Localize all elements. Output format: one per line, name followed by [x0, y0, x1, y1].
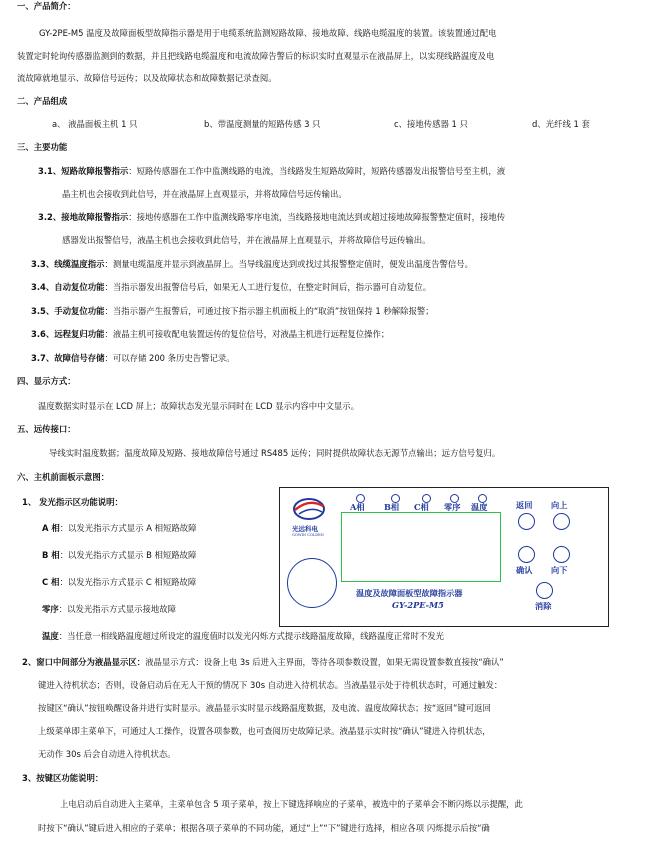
- indicator-text: ：以发光指示方式显示接地故障: [58, 604, 176, 614]
- function-text: ：测量电缆温度并显示到液晶屏上。当导线温度达到或找过其报警整定值时，便发出温度告警信号。: [104, 259, 473, 269]
- intro-paragraph-line: 流故障就地显示、故障信号远传；以及故障状态和故障数据记录查阅。: [17, 73, 277, 83]
- remote-text: 导线实时温度数据；温度故障及短路、接地故障信号通过 RS485 远传；同时提供故障状态无源节点输出；远方信号复归。: [49, 448, 501, 458]
- function-text: ：短路传感器在工作中监测线路的电流，当线路发生短路故障时，短路传感器发出报警信号至主机，液: [128, 166, 506, 176]
- down-button[interactable]: [553, 546, 570, 563]
- lcd-text: 液晶显示方式：设备上电 3s 后进入主界面，等待各项参数设置，如果无需设置参数直接按“确认”: [145, 657, 504, 667]
- keys-text: 时按下“确认”键后进入相应的子菜单；根据各项子菜单的不同功能，通过“上”“下”键进行选择，相应各项 闪烁提示后按“确: [38, 823, 490, 833]
- function-text-cont: 晶主机也会接收到此信号，并在液晶屏上直观显示，并将故障信号远传输出。: [62, 189, 347, 199]
- button-label-up: 向上: [551, 500, 568, 510]
- round-knob: [287, 558, 337, 608]
- section-heading-composition: 二、产品组成: [17, 96, 68, 106]
- function-item: [38, 211, 505, 223]
- subsection-heading: 3、按键区功能说明：: [22, 773, 104, 783]
- section-heading-panel: 六、主机前面板示意图：: [17, 472, 110, 482]
- composition-item: d、光纤线 1 套: [532, 119, 590, 129]
- indicator-desc: [42, 522, 196, 534]
- led-label-c: C相: [414, 502, 429, 512]
- indicator-desc: [42, 576, 196, 588]
- function-item: [31, 258, 473, 270]
- keys-text: 上电启动后自动进入主菜单，主菜单包含 5 项子菜单，按上下键选择响应的子菜单，被选中的子菜单会不断闪烁以示提醒，此: [60, 799, 523, 809]
- function-text: ：可以存储 200 条历史告警记录。: [104, 353, 235, 363]
- indicator-title: B 相: [42, 550, 60, 560]
- section-heading-remote: 五、远传接口：: [17, 424, 76, 434]
- lcd-text: 键进入待机状态；否则，设备启动后在无人干预的情况下 30s 自动进入待机状态。当液晶显示处于待机状态时，可通过触发：: [38, 680, 503, 690]
- function-item: [31, 281, 431, 293]
- indicator-title: C 相: [42, 577, 60, 587]
- function-text: ：当指示器产生报警后，可通过按下指示器主机面板上的“取消”按钮保持 1 秒解除报警；: [104, 306, 434, 316]
- logo-subtext: GOWIN COLDEN: [292, 533, 324, 537]
- clear-button[interactable]: [536, 582, 553, 599]
- confirm-button[interactable]: [518, 546, 535, 563]
- led-label-b: B相: [384, 502, 400, 512]
- function-text: ：接地传感器在工作中监测线路零序电流，当线路接地电流达到或超过接地故障报警整定值时，接地传: [128, 212, 506, 222]
- function-title: 3.1、短路故障报警指示: [38, 166, 129, 176]
- function-item: [31, 352, 235, 364]
- function-text: ：当指示器发出报警信号后，如果无人工进行复位，在整定时间后，指示器可自动复位。: [104, 282, 432, 292]
- button-label-clear: 消除: [535, 601, 552, 611]
- section-heading-functions: 三、主要功能: [17, 142, 68, 152]
- function-title: 3.7、故障信号存储: [31, 353, 105, 363]
- function-text-cont: 感器发出报警信号，液晶主机也会接收到此信号，并在液晶屏上直观显示，并将故障信号远传输出。: [62, 235, 431, 245]
- indicator-desc: [42, 630, 444, 642]
- indicator-text: ：以发光指示方式显示 B 相短路故障: [59, 550, 197, 560]
- led-label-a: A相: [350, 502, 365, 512]
- function-item: [38, 165, 505, 177]
- indicator-text: ：以发光指示方式显示 C 相短路故障: [59, 577, 197, 587]
- indicator-text: ：以发光指示方式显示 A 相短路故障: [59, 523, 197, 533]
- composition-item: b、带温度测量的短路传感 3 只: [204, 119, 321, 129]
- subsection-heading: 2、窗口中间部分为液晶显示区：: [22, 657, 146, 667]
- button-label-down: 向下: [551, 565, 568, 575]
- front-panel-diagram: [279, 487, 609, 627]
- function-title: 3.4、自动复位功能: [31, 282, 105, 292]
- intro-paragraph-line: 装置定时轮询传感器监测到的数据，并且把线路电缆温度和电流故障告警后的标识实时直观显示在液晶屏上，以实现线路温度及电: [17, 51, 495, 61]
- button-label-back: 返回: [516, 500, 533, 510]
- button-label-confirm: 确认: [516, 565, 533, 575]
- indicator-title: A 相: [42, 523, 60, 533]
- led-label-zero-sequence: 零序: [444, 502, 461, 512]
- indicator-title: 零序: [42, 604, 59, 614]
- led-label-temperature: 温度: [471, 502, 488, 512]
- back-button[interactable]: [518, 513, 535, 530]
- section-heading-intro: 一、产品简介：: [17, 1, 76, 11]
- indicator-text: ：当任意一相线路温度超过所设定的温度值时以发光闪烁方式提示线路温度故障，线路温度正常时不发光: [58, 631, 444, 641]
- composition-item: a、 液晶面板主机 1 只: [52, 119, 138, 129]
- lcd-screen: [341, 512, 501, 582]
- composition-item: c、接地传感器 1 只: [394, 119, 468, 129]
- intro-paragraph-line: GY-2PE-M5 温度及故障面板型故障指示器是用于电缆系统监测短路故障、接地故障、线路电缆温度的装置。该装置通过配电: [39, 28, 497, 38]
- section-heading-display: 四、显示方式：: [17, 376, 76, 386]
- function-title: 3.3、线缆温度指示: [31, 259, 105, 269]
- panel-title: 温度及故障面板型故障指示器: [356, 588, 463, 598]
- logo-icon: [289, 494, 329, 524]
- indicator-title: 温度: [42, 631, 59, 641]
- lcd-text: 按键区“确认”按钮唤醒设备并进行实时显示。液晶显示实时显示线路温度数据，及电流、温度故障状态；按“返回”键可返回: [38, 703, 491, 713]
- lcd-text: 无动作 30s 后会自动进入待机状态。: [38, 749, 176, 759]
- panel-model: GY-2PE-M5: [392, 600, 444, 610]
- up-button[interactable]: [553, 513, 570, 530]
- indicator-desc: [42, 603, 176, 615]
- function-text: ：液晶主机可接收配电装置远传的复位信号，对液晶主机进行远程复位操作；: [104, 329, 390, 339]
- display-text: 温度数据实时显示在 LCD 屏上；故障状态发光显示同时在 LCD 显示内容中中文显示。: [38, 401, 359, 411]
- function-item: [31, 305, 434, 317]
- indicator-desc: [42, 549, 196, 561]
- function-title: 3.6、远程复归功能: [31, 329, 105, 339]
- subsection-heading: 1、 发光指示区功能说明：: [22, 497, 123, 507]
- logo-text: 光远科电: [292, 525, 318, 533]
- lcd-text: 上级菜单即主菜单下，可通过人工操作，设置各项参数，也可查阅历史故障记录。液晶显示实时按“确认”键进入待机状态，: [38, 726, 491, 736]
- function-title: 3.2、接地故障报警指示: [38, 212, 129, 222]
- lcd-area-desc: [22, 656, 504, 668]
- function-title: 3.5、手动复位功能: [31, 306, 105, 316]
- function-item: [31, 328, 389, 340]
